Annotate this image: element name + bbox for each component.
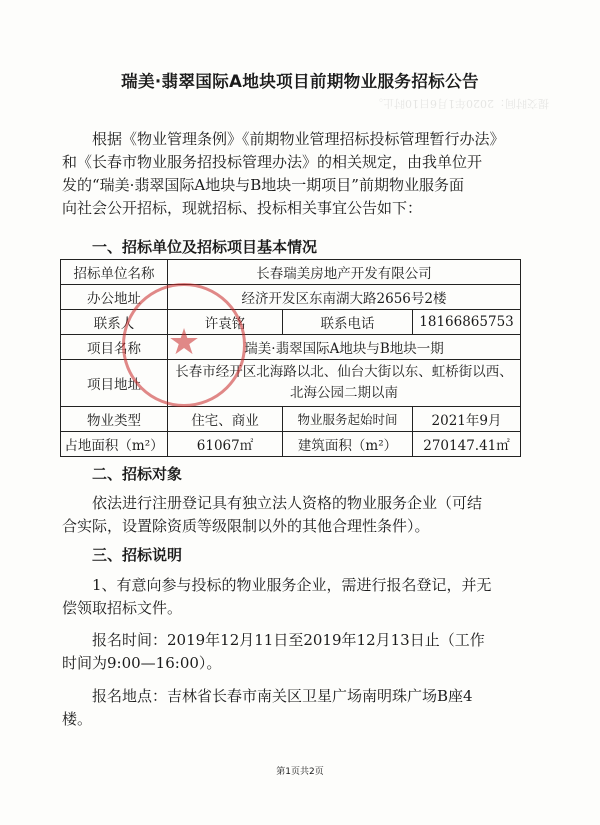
table-value: 270147.41㎡ — [413, 432, 521, 457]
section3-heading: 三、招标说明 — [92, 546, 183, 564]
item1-line: 1、有意向参与投标的物业服务企业，需进行报名登记，并无 — [92, 576, 492, 594]
table-label: 物业类型 — [61, 407, 168, 432]
registration-place — [62, 685, 532, 731]
table-row — [61, 285, 521, 310]
seal-star-icon: ★ — [167, 322, 201, 363]
table-value: 瑞美·翡翠国际A地块与B地块一期 — [168, 335, 521, 360]
table-row — [61, 335, 521, 360]
section2-line: 合实际，设置除资质等级限制以外的其他合理性条件）。 — [62, 517, 430, 535]
page-footer: 第1页共2页 — [276, 767, 324, 777]
place-line: 报名地点：吉林省长春市南关区卫星广场南明珠广场B座4 — [92, 687, 473, 705]
intro-line: 向社会公开招标，现就招标、投标相关事宜公告如下： — [62, 199, 423, 217]
section2-line: 依法进行注册登记具有独立法人资格的物业服务企业（可结 — [92, 494, 483, 512]
table-row — [61, 310, 521, 335]
table-value: 61067㎡ — [168, 432, 283, 457]
table-label: 招标单位名称 — [61, 260, 168, 285]
table-value: 长春瑞美房地产开发有限公司 — [168, 260, 521, 285]
table-row — [61, 407, 521, 432]
table-value: 2021年9月 — [413, 407, 521, 432]
section1-heading: 一、招标单位及招标项目基本情况 — [92, 238, 318, 256]
table-row — [61, 360, 521, 407]
registration-time — [62, 629, 532, 675]
table-label: 联系人 — [61, 310, 168, 335]
table-row — [61, 432, 521, 457]
table-label: 办公地址 — [61, 285, 168, 310]
table-value: 住宅、商业 — [168, 407, 283, 432]
table-label: 联系电话 — [283, 310, 413, 335]
section2-paragraph — [62, 492, 532, 538]
document-title: 瑞美·翡翠国际A地块项目前期物业服务招标公告 — [121, 72, 479, 91]
info-table — [60, 259, 521, 457]
table-row — [61, 260, 521, 285]
table-value: 经济开发区东南湖大路2656号2楼 — [168, 285, 521, 310]
intro-paragraph — [62, 128, 532, 220]
table-value: 18166865753 — [413, 310, 521, 335]
table-value: 长春市经开区北海路以北、仙台大街以东、虹桥街以西、北海公园二期以南 — [168, 360, 521, 407]
table-label: 占地面积（m²） — [61, 432, 168, 457]
table-label: 建筑面积（m²） — [283, 432, 413, 457]
table-label: 项目名称 — [61, 335, 168, 360]
time-line: 报名时间：2019年12月11日至2019年12月13日止（工作 — [92, 631, 485, 649]
place-line: 楼。 — [62, 710, 93, 728]
table-label: 项目地址 — [61, 360, 168, 407]
table-label: 物业服务起始时间 — [283, 407, 413, 432]
item1-paragraph — [62, 574, 532, 620]
item1-line: 偿领取招标文件。 — [62, 599, 183, 617]
time-line: 时间为9:00—16:00）。 — [62, 654, 222, 672]
table-value: 许袁铭 — [168, 310, 283, 335]
intro-line: 根据《物业管理条例》《前期物业管理招标投标管理暂行办法》 — [92, 130, 505, 148]
intro-line: 和《长春市物业服务招投标管理办法》的相关规定，由我单位开 — [62, 153, 483, 171]
intro-line: 发的“瑞美·翡翠国际A地块与B地块一期项目”前期物业服务面 — [62, 176, 464, 194]
bleed-through-text: 提交时间：2020年1月6日10时止。 — [372, 97, 549, 110]
section2-heading: 二、招标对象 — [92, 465, 183, 483]
